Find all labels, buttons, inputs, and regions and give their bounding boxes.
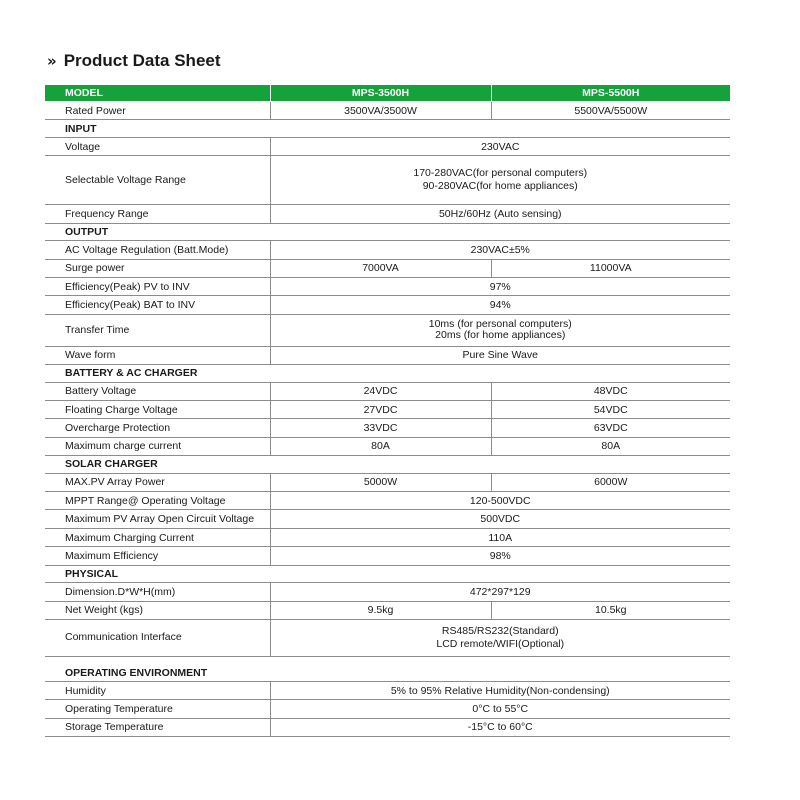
- spec-value-a: 27VDC: [270, 401, 491, 419]
- spec-value-line: RS485/RS232(Standard): [441, 624, 559, 637]
- table-row: [45, 601, 730, 619]
- spec-value: -15°C to 60°C: [270, 718, 730, 736]
- page-title: [47, 50, 221, 72]
- product-data-table: [45, 85, 730, 737]
- spec-value-b: 5500VA/5500W: [491, 102, 730, 120]
- spec-label: Communication Interface: [45, 619, 270, 656]
- spec-value: 120-500VDC: [270, 492, 730, 510]
- spec-label: Maximum Charging Current: [45, 528, 270, 546]
- spec-label: Maximum Efficiency: [45, 547, 270, 565]
- section-heading-row: [45, 656, 730, 681]
- spec-value: 98%: [270, 547, 730, 565]
- spec-value-b: 6000W: [491, 473, 730, 491]
- section-heading-row: [45, 223, 730, 241]
- section-heading-row: [45, 456, 730, 474]
- spec-label: Rated Power: [45, 102, 270, 120]
- section-heading-solar: SOLAR CHARGER: [45, 456, 730, 474]
- table-row: [45, 346, 730, 364]
- spec-value: 230VAC±5%: [270, 241, 730, 259]
- spec-value: 110A: [270, 528, 730, 546]
- spec-value-line: 10ms (for personal computers): [428, 318, 572, 331]
- table-row: [45, 547, 730, 565]
- spec-value-a: 33VDC: [270, 419, 491, 437]
- spec-label: Dimension.D*W*H(mm): [45, 583, 270, 601]
- spec-label: Humidity: [45, 681, 270, 699]
- table-row: [45, 296, 730, 314]
- section-heading-input: INPUT: [45, 120, 730, 138]
- spec-value-a: 80A: [270, 437, 491, 455]
- spec-value-a: 9.5kg: [270, 601, 491, 619]
- spec-label: Selectable Voltage Range: [45, 156, 270, 205]
- spec-label: MPPT Range@ Operating Voltage: [45, 492, 270, 510]
- table-row: [45, 156, 730, 205]
- spec-value: [270, 314, 730, 346]
- spec-label: Surge power: [45, 259, 270, 277]
- spec-value-b: 80A: [491, 437, 730, 455]
- spec-label: Maximum PV Array Open Circuit Voltage: [45, 510, 270, 528]
- table-row: [45, 102, 730, 120]
- spec-value-line: LCD remote/WIFI(Optional): [436, 637, 565, 650]
- spec-value-b: 63VDC: [491, 419, 730, 437]
- spec-value: 5% to 95% Relative Humidity(Non-condensing): [270, 681, 730, 699]
- section-heading-physical: PHYSICAL: [45, 565, 730, 583]
- spec-value: [270, 156, 730, 205]
- spec-value-line: 170-280VAC(for personal computers): [413, 167, 588, 180]
- table-row: [45, 259, 730, 277]
- table-row: [45, 401, 730, 419]
- spec-label: Voltage: [45, 137, 270, 155]
- spec-label: Efficiency(Peak) PV to INV: [45, 277, 270, 295]
- spec-value: [270, 619, 730, 656]
- spec-value: 94%: [270, 296, 730, 314]
- section-heading-output: OUTPUT: [45, 223, 730, 241]
- spec-label: Maximum charge current: [45, 437, 270, 455]
- spec-value-b: 11000VA: [491, 259, 730, 277]
- section-heading-row: [45, 365, 730, 383]
- table-row: [45, 718, 730, 736]
- spec-value-b: 10.5kg: [491, 601, 730, 619]
- page-title-text: Product Data Sheet: [63, 51, 221, 70]
- spec-value-a: 24VDC: [270, 382, 491, 400]
- spec-label: Net Weight (kgs): [45, 601, 270, 619]
- table-row: [45, 583, 730, 601]
- spec-value-b: 54VDC: [491, 401, 730, 419]
- section-heading-row: [45, 565, 730, 583]
- spec-value: 0°C to 55°C: [270, 700, 730, 718]
- spec-value: 230VAC: [270, 137, 730, 155]
- spec-label: Frequency Range: [45, 205, 270, 223]
- spec-label: Operating Temperature: [45, 700, 270, 718]
- spec-value: 97%: [270, 277, 730, 295]
- table-row: [45, 277, 730, 295]
- table-row: [45, 314, 730, 346]
- spec-label: Transfer Time: [45, 314, 270, 346]
- section-heading-row: [45, 120, 730, 138]
- table-row: [45, 681, 730, 699]
- table-row: [45, 473, 730, 491]
- spec-label: AC Voltage Regulation (Batt.Mode): [45, 241, 270, 259]
- spec-value: 50Hz/60Hz (Auto sensing): [270, 205, 730, 223]
- spec-label: Efficiency(Peak) BAT to INV: [45, 296, 270, 314]
- table-row: [45, 137, 730, 155]
- table-row: [45, 205, 730, 223]
- table-row: [45, 619, 730, 656]
- spec-value: 472*297*129: [270, 583, 730, 601]
- spec-value-line: 90-280VAC(for home appliances): [422, 180, 578, 193]
- spec-label: Wave form: [45, 346, 270, 364]
- spec-label: Storage Temperature: [45, 718, 270, 736]
- spec-value-a: 5000W: [270, 473, 491, 491]
- table-row: [45, 241, 730, 259]
- spec-value-a: 7000VA: [270, 259, 491, 277]
- spec-value: Pure Sine Wave: [270, 346, 730, 364]
- section-heading-environment: OPERATING ENVIRONMENT: [45, 656, 730, 681]
- model-label: MODEL: [45, 85, 270, 102]
- table-row: [45, 700, 730, 718]
- spec-value-line: 20ms (for home appliances): [435, 329, 566, 342]
- table-row: [45, 528, 730, 546]
- spec-value-b: 48VDC: [491, 382, 730, 400]
- model-b-header: MPS-5500H: [491, 85, 730, 102]
- table-row: [45, 419, 730, 437]
- spec-label: MAX.PV Array Power: [45, 473, 270, 491]
- section-heading-battery: BATTERY & AC CHARGER: [45, 365, 730, 383]
- spec-label: Overcharge Protection: [45, 419, 270, 437]
- table-header-row: [45, 85, 730, 102]
- spec-value-a: 3500VA/3500W: [270, 102, 491, 120]
- table-row: [45, 382, 730, 400]
- model-a-header: MPS-3500H: [270, 85, 491, 102]
- table-row: [45, 492, 730, 510]
- double-chevron-icon: »: [47, 52, 54, 70]
- table-row: [45, 510, 730, 528]
- spec-value: 500VDC: [270, 510, 730, 528]
- table-row: [45, 437, 730, 455]
- spec-label: Battery Voltage: [45, 382, 270, 400]
- spec-label: Floating Charge Voltage: [45, 401, 270, 419]
